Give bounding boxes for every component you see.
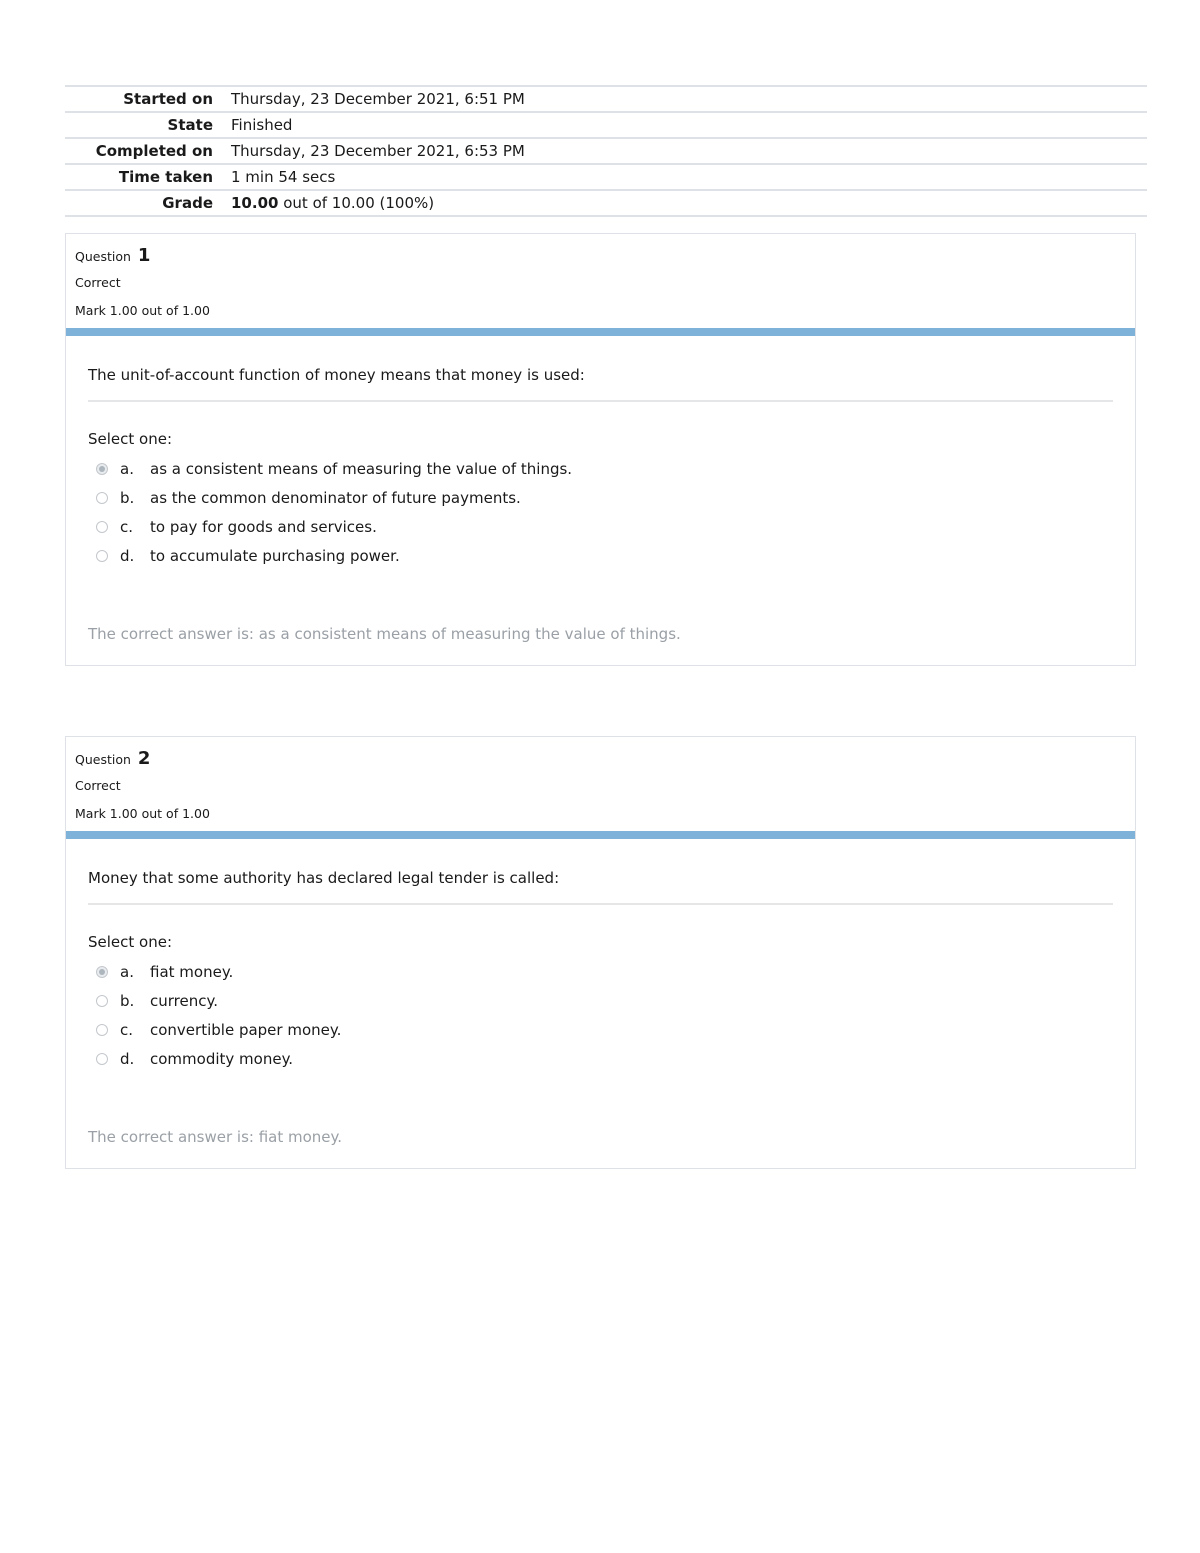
summary-label: Started on: [123, 90, 213, 108]
option-text: as a consistent means of measuring the value of things.: [150, 459, 573, 478]
radio-icon[interactable]: [96, 492, 108, 504]
summary-value: [231, 194, 1147, 212]
radio-icon[interactable]: [96, 1024, 108, 1036]
question-text: The unit-of-account function of money means that money is used:: [88, 366, 1113, 402]
option-text: currency.: [150, 991, 218, 1010]
question-content: [66, 839, 1135, 1108]
option-text: convertible paper money.: [150, 1020, 342, 1039]
grade-rest: out of 10.00 (100%): [283, 194, 435, 212]
answer-option-c[interactable]: [88, 512, 1113, 541]
question-mark: Mark 1.00 out of 1.00: [75, 806, 210, 821]
question-number: 2: [137, 748, 151, 769]
option-letter: d.: [120, 1049, 135, 1068]
option-text: as the common denominator of future payments.: [150, 488, 521, 507]
summary-row-started-on: [65, 87, 1147, 113]
correct-answer-feedback: The correct answer is: as a consistent means of measuring the value of things.: [88, 625, 681, 643]
select-one-label: Select one:: [88, 933, 173, 951]
answer-option-a[interactable]: [88, 957, 1113, 986]
summary-value: Finished: [231, 116, 293, 134]
radio-checked-icon[interactable]: [96, 966, 108, 978]
answer-option-a[interactable]: [88, 454, 1113, 483]
option-letter: a.: [120, 962, 134, 981]
question-prefix: Question: [75, 752, 131, 767]
question-content: [66, 336, 1135, 605]
option-letter: c.: [120, 517, 134, 536]
grade-score: 10.00: [231, 194, 279, 212]
radio-checked-icon[interactable]: [96, 463, 108, 475]
option-text: fiat money.: [150, 962, 234, 981]
option-letter: c.: [120, 1020, 134, 1039]
radio-icon[interactable]: [96, 995, 108, 1007]
question-info: [66, 234, 1135, 328]
option-text: to accumulate purchasing power.: [150, 546, 400, 565]
summary-label: Time taken: [118, 168, 213, 186]
answer-option-c[interactable]: [88, 1015, 1113, 1044]
option-letter: b.: [120, 488, 135, 507]
question-mark: Mark 1.00 out of 1.00: [75, 303, 210, 318]
question-1: [65, 233, 1136, 666]
summary-value: Thursday, 23 December 2021, 6:53 PM: [231, 142, 525, 160]
summary-label: Grade: [162, 194, 213, 212]
question-2: [65, 736, 1136, 1169]
question-title: [75, 746, 1135, 772]
correct-answer-feedback: The correct answer is: fiat money.: [88, 1128, 343, 1146]
select-one-label: Select one:: [88, 430, 173, 448]
answer-options: [88, 454, 1113, 570]
summary-value: 1 min 54 secs: [231, 168, 336, 186]
question-state: Correct: [75, 275, 121, 290]
radio-icon[interactable]: [96, 521, 108, 533]
summary-row-completed-on: [65, 139, 1147, 165]
summary-label: State: [167, 116, 213, 134]
summary-row-time-taken: [65, 165, 1147, 191]
answer-option-d[interactable]: [88, 1044, 1113, 1073]
answer-option-d[interactable]: [88, 541, 1113, 570]
question-title: [75, 243, 1135, 269]
summary-row-state: [65, 113, 1147, 139]
option-letter: b.: [120, 991, 135, 1010]
quiz-summary-table: [65, 85, 1147, 217]
question-divider-bar: [66, 328, 1135, 336]
radio-icon[interactable]: [96, 550, 108, 562]
summary-row-grade: [65, 191, 1147, 217]
question-prefix: Question: [75, 249, 131, 264]
radio-icon[interactable]: [96, 1053, 108, 1065]
option-text: to pay for goods and services.: [150, 517, 377, 536]
question-state: Correct: [75, 778, 121, 793]
option-letter: d.: [120, 546, 135, 565]
question-number: 1: [137, 245, 151, 266]
answer-options: [88, 957, 1113, 1073]
summary-value: Thursday, 23 December 2021, 6:51 PM: [231, 90, 525, 108]
question-info: [66, 737, 1135, 831]
question-text: Money that some authority has declared legal tender is called:: [88, 869, 1113, 905]
answer-option-b[interactable]: [88, 986, 1113, 1015]
question-divider-bar: [66, 831, 1135, 839]
answer-option-b[interactable]: [88, 483, 1113, 512]
option-text: commodity money.: [150, 1049, 294, 1068]
summary-label: Completed on: [95, 142, 213, 160]
option-letter: a.: [120, 459, 134, 478]
